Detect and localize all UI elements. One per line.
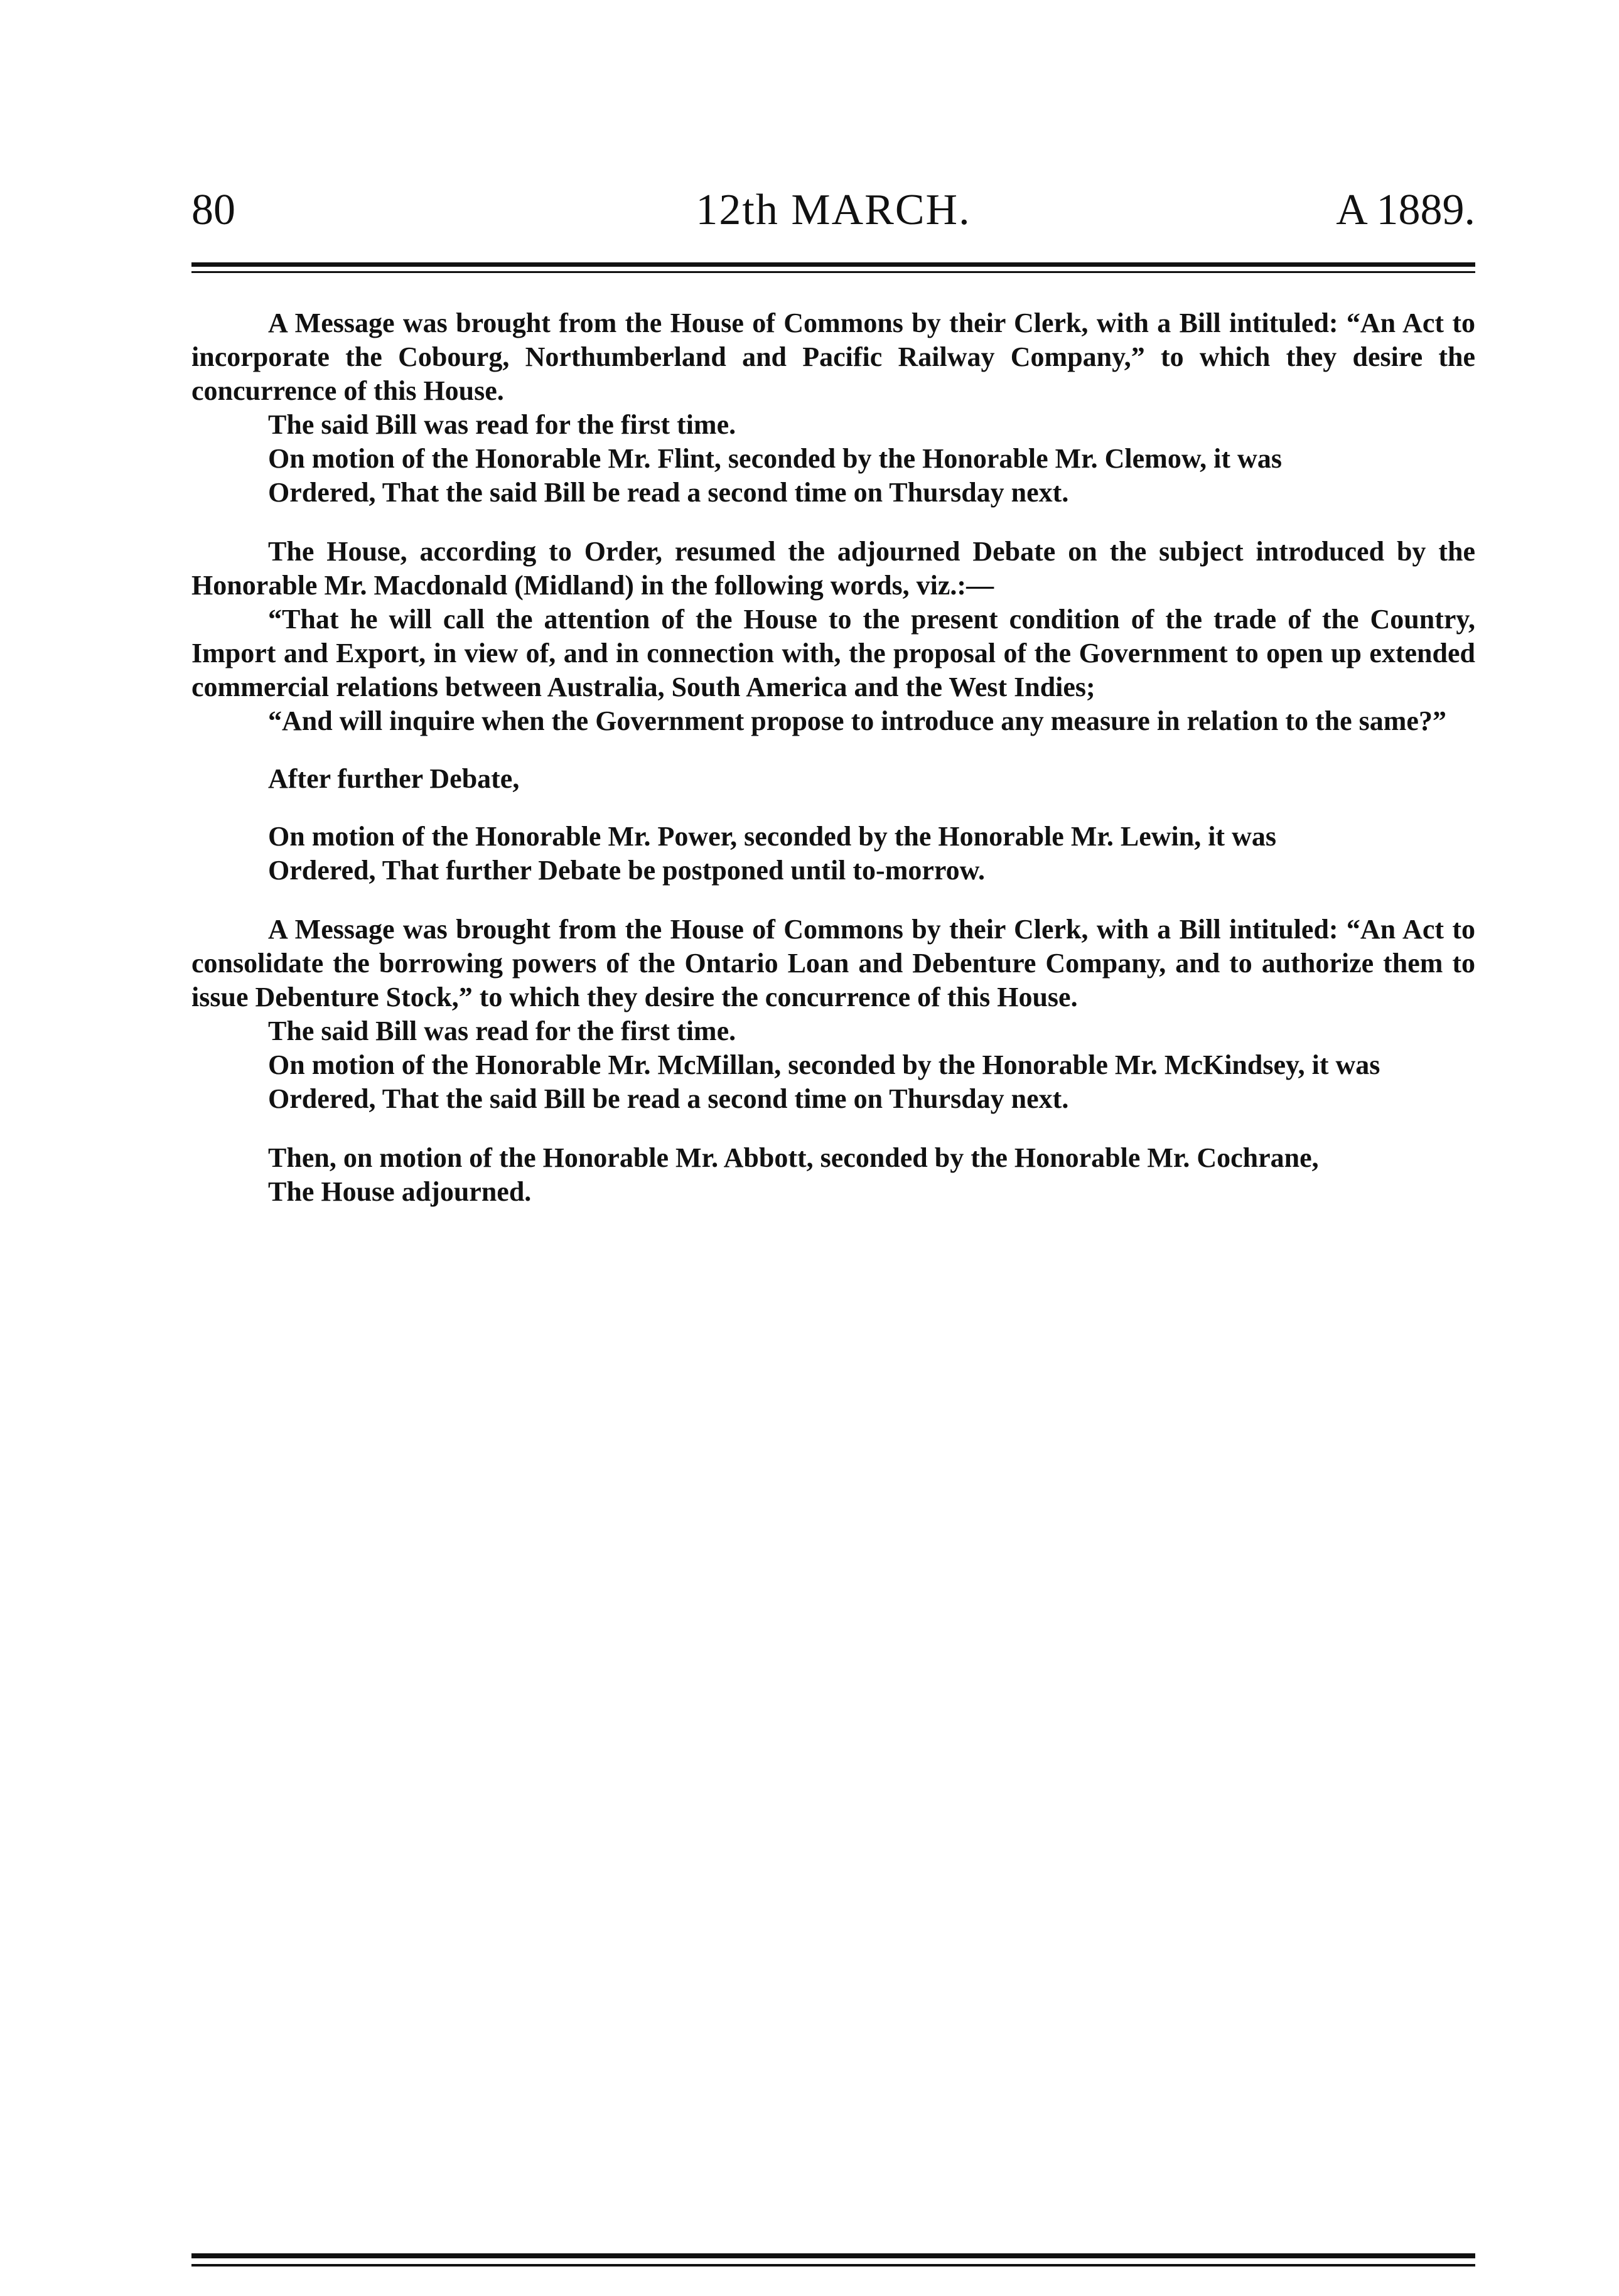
debate-paragraph: The House, according to Order, resumed the adjourned Debate on the subject introduced by the Honorable Mr. Macdonald (Midland) in the following words, viz.:— [191,536,1475,601]
adjournment-motion: Then, on motion of the Honorable Mr. Abbott, seconded by the Honorable Mr. Cochrane, [268,1142,1319,1173]
header-rule [191,262,1475,273]
header-date: 12th MARCH. [696,186,971,234]
order-1: Ordered, That the said Bill be read a second time on Thursday next. [268,477,1069,508]
motion-3: On motion of the Honorable Mr. McMillan, seconded by the Honorable Mr. McKindsey, it was [268,1049,1380,1080]
first-reading-2: The said Bill was read for the first time. [268,1016,736,1046]
message-paragraph-2: A Message was brought from the House of Commons by their Clerk, with a Bill intituled: “An Act to consolidate the borrowing powers of the Ontario Loan and Debenture Company, and to authorize them to issue Debenture Stock,” to which they desire the concurrence of this House. [191,914,1475,1012]
after-debate: After further Debate, [268,763,520,794]
first-reading-1: The said Bill was read for the first time. [268,409,736,440]
motion-1: On motion of the Honorable Mr. Flint, seconded by the Honorable Mr. Clemow, it was [268,443,1282,474]
motion-2: On motion of the Honorable Mr. Power, seconded by the Honorable Mr. Lewin, it was [268,821,1276,852]
quote-paragraph-1: “That he will call the attention of the House to the present condition of the trade of the Country, Import and Export, in view of, and in connection with, the proposal of the Government to open up extended commercial relations between Australia, South America and the West Indies; [191,604,1475,702]
quote-paragraph-2: “And will inquire when the Government propose to introduce any measure in relation to the same?” [268,705,1446,736]
order-2: Ordered, That further Debate be postponed until to-morrow. [268,855,985,886]
header-year: A 1889. [1336,186,1475,234]
adjournment: The House adjourned. [268,1176,532,1207]
message-paragraph-1: A Message was brought from the House of Commons by their Clerk, with a Bill intituled: “An Act to incorporate the Cobourg, Northumberland and Pacific Railway Company,” to which they desire the concurrence of this House. [191,308,1475,406]
page-number: 80 [191,186,235,234]
journal-text [191,306,1475,1209]
running-header [191,182,1475,239]
footer-rule [191,2253,1475,2266]
order-3: Ordered, That the said Bill be read a second time on Thursday next. [268,1083,1069,1114]
